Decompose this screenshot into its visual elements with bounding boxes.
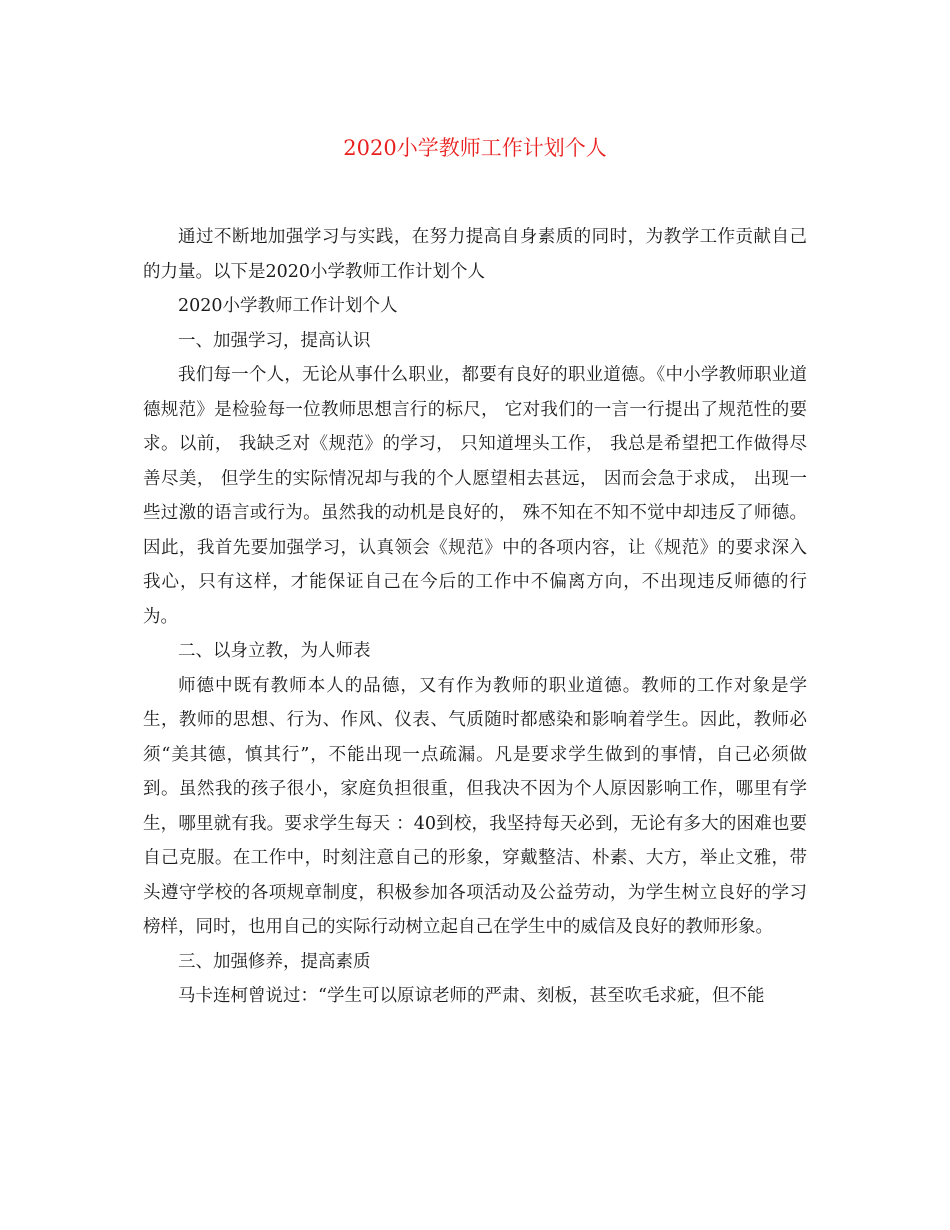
intro-paragraph: 通过不断地加强学习与实践，在努力提高自身素质的同时，为教学工作贡献自己的力量。以下是2020小学教师工作计划个人 bbox=[143, 227, 807, 282]
subtitle-line: 2020小学教师工作计划个人 bbox=[178, 296, 398, 316]
section-heading-2: 二、以身立教，为人师表 bbox=[178, 641, 371, 661]
section-1-paragraph: 我们每一个人，无论从事什么职业，都要有良好的职业道德。《中小学教师职业道德规范》是检验每一位教师思想言行的标尺， 它对我们的一言一行提出了规范性的要求。以前， 我缺乏对《规范》的学习， 只知道埋头工作， 我总是希望把工作做得尽善尽美， 但学生的实际情况却与我的个人愿望相去甚远， 因而会急于求成， 出现一些过激的语言或行为。虽然我的动机是良好的， 殊不知在不知不觉中却违反了师德。因此，我首先要加强学习，认真领会《规范》中的各项内容，让《规范》的要求深入我心，只有这样，才能保证自己在今后的工作中不偏离方向，不出现违反师德的行为。 bbox=[143, 365, 807, 627]
section-heading-1: 一、加强学习，提高认识 bbox=[178, 330, 371, 351]
document-title: 2020小学教师工作计划个人 bbox=[343, 136, 607, 160]
document-body bbox=[143, 220, 807, 1014]
section-heading-3: 三、加强修养，提高素质 bbox=[178, 951, 371, 972]
section-2-paragraph: 师德中既有教师本人的品德，又有作为教师的职业道德。教师的工作对象是学生，教师的思想、行为、作风、仪表、气质随时都感染和影响着学生。因此，教师必须“美其德，慎其行”，不能出现一点疏漏。凡是要求学生做到的事情，自己必须做到。虽然我的孩子很小，家庭负担很重，但我决不因为个人原因影响工作，哪里有学生，哪里就有我。要求学生每天 ：40到校，我坚持每天必到，无论有多大的困难也要自己克服。在工作中，时刻注意自己的形象，穿戴整洁、朴素、大方，举止文雅，带头遵守学校的各项规章制度，积极参加各项活动及公益劳动，为学生树立良好的学习榜样，同时，也用自己的实际行动树立起自己在学生中的威信及良好的教师形象。 bbox=[143, 675, 807, 937]
section-3-paragraph: 马卡连柯曾说过：“学生可以原谅老师的严肃、刻板，甚至吹毛求疵，但不能 bbox=[178, 986, 765, 1006]
